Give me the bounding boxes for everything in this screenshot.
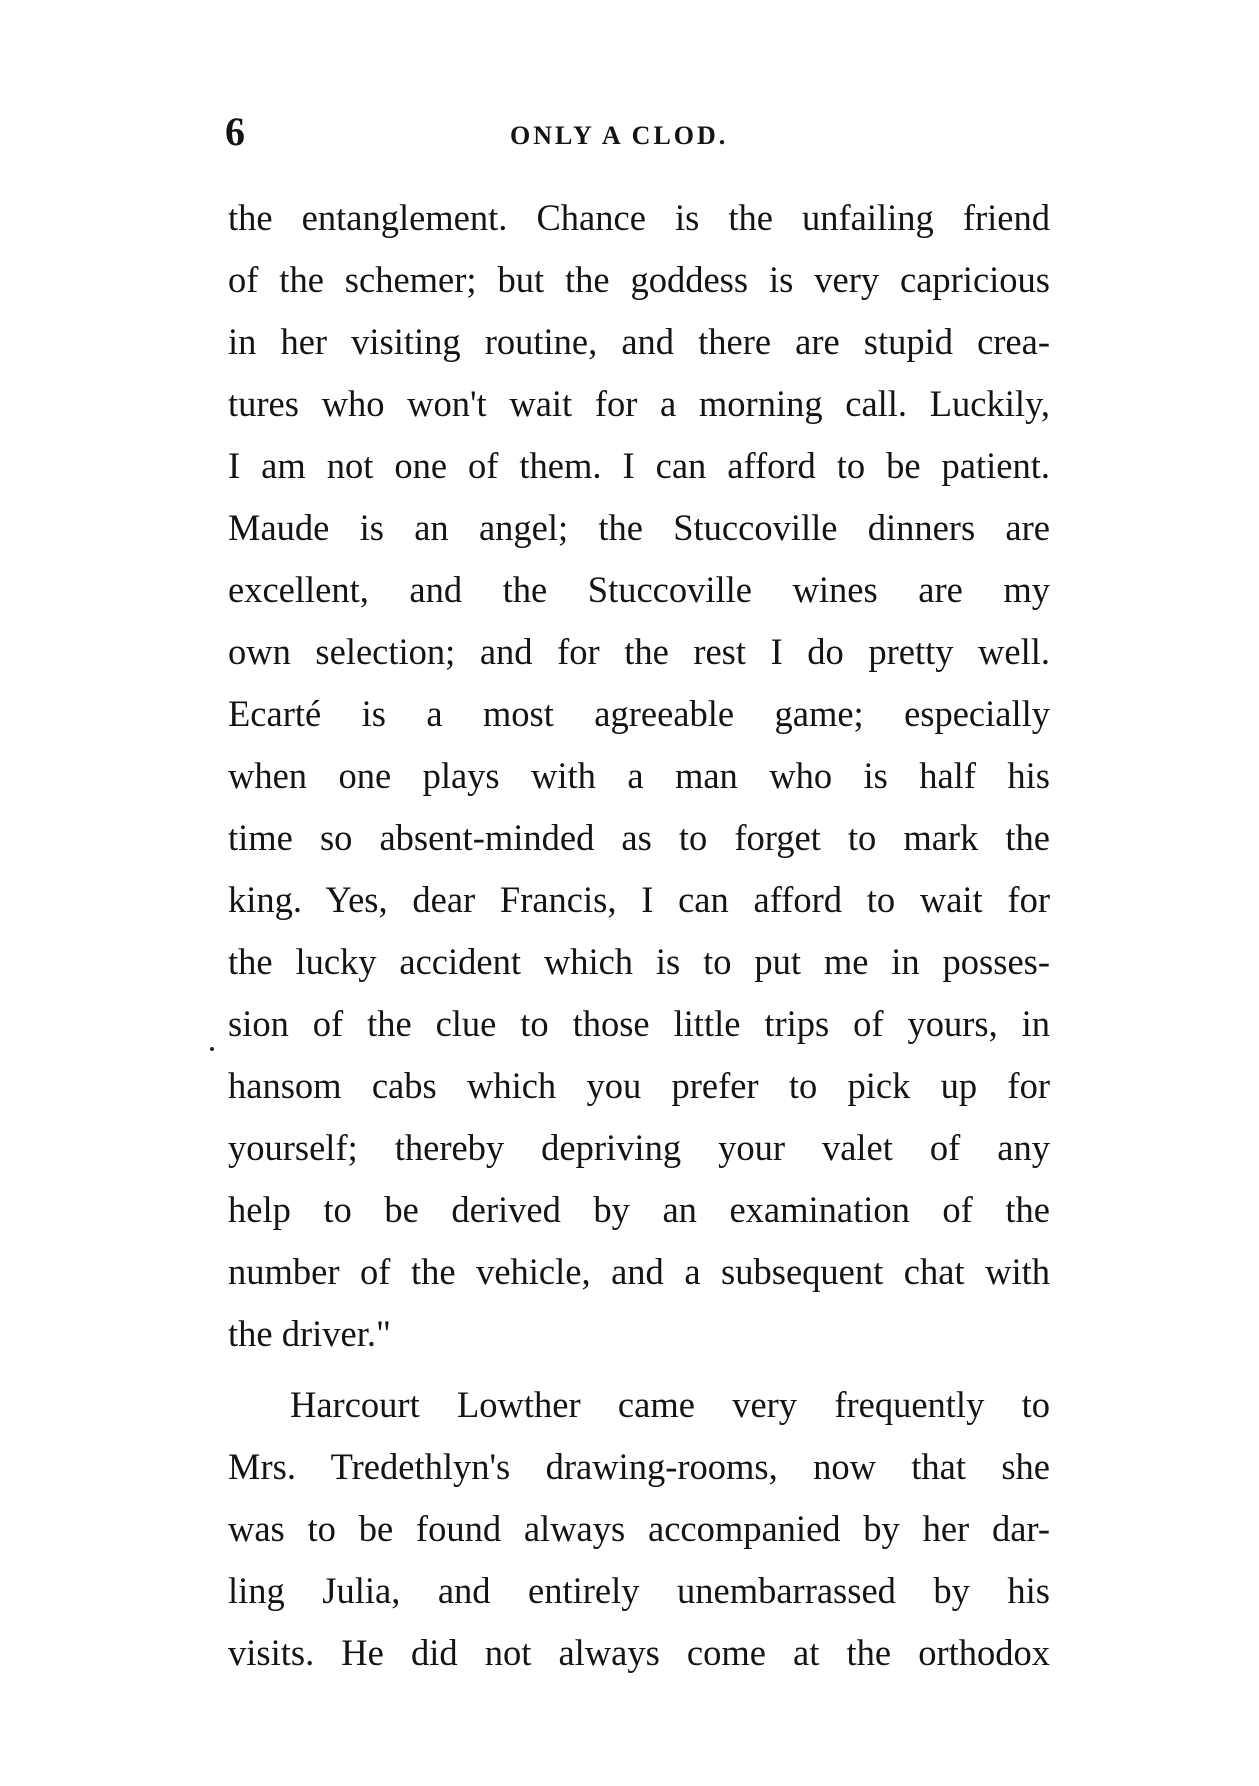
text-line: own selection; and for the rest I do pretty well. [228,631,1050,672]
text-line: I am not one of them. I can afford to be patient. [228,445,1050,486]
text-line: Maude is an angel; the Stuccoville dinners are [228,507,1050,548]
text-line: hansom cabs which you prefer to pick up for [228,1065,1050,1106]
text-line: tures who won't wait for a morning call. Luckily, [228,383,1050,424]
text-line: sion of the clue to those little trips of yours, in [228,1003,1050,1044]
print-speck [210,1047,214,1051]
text-line: in her visiting routine, and there are stupid crea- [228,321,1050,362]
text-line: Mrs. Tredethlyn's drawing-rooms, now that she [228,1446,1050,1487]
text-line: help to be derived by an examination of the [228,1189,1050,1230]
text-line: Ecarté is a most agreeable game; especially [228,693,1050,734]
text-line: the driver." [228,1313,391,1354]
text-line: king. Yes, dear Francis, I can afford to wait for [228,879,1050,920]
text-line: the lucky accident which is to put me in posses- [228,941,1050,982]
text-line: ling Julia, and entirely unembarrassed by his [228,1570,1050,1611]
text-line: visits. He did not always come at the orthodox [228,1632,1050,1673]
text-line: time so absent-minded as to forget to mark the [228,817,1050,858]
text-line: when one plays with a man who is half his [228,755,1050,796]
page-number: 6 [225,109,245,154]
running-title: ONLY A CLOD. [510,121,729,150]
paragraph-2 [228,1374,1050,1684]
text-line: Harcourt Lowther came very frequently to [290,1384,1050,1425]
paragraph-1 [228,187,1050,1365]
text-line: was to be found always accompanied by her dar- [228,1508,1050,1549]
text-line: the entanglement. Chance is the unfailing friend [228,197,1050,238]
text-line: yourself; thereby depriving your valet of any [228,1127,1050,1168]
text-line: of the schemer; but the goddess is very capricious [228,259,1050,300]
text-line: excellent, and the Stuccoville wines are my [228,569,1050,610]
text-line: number of the vehicle, and a subsequent chat with [228,1251,1050,1292]
